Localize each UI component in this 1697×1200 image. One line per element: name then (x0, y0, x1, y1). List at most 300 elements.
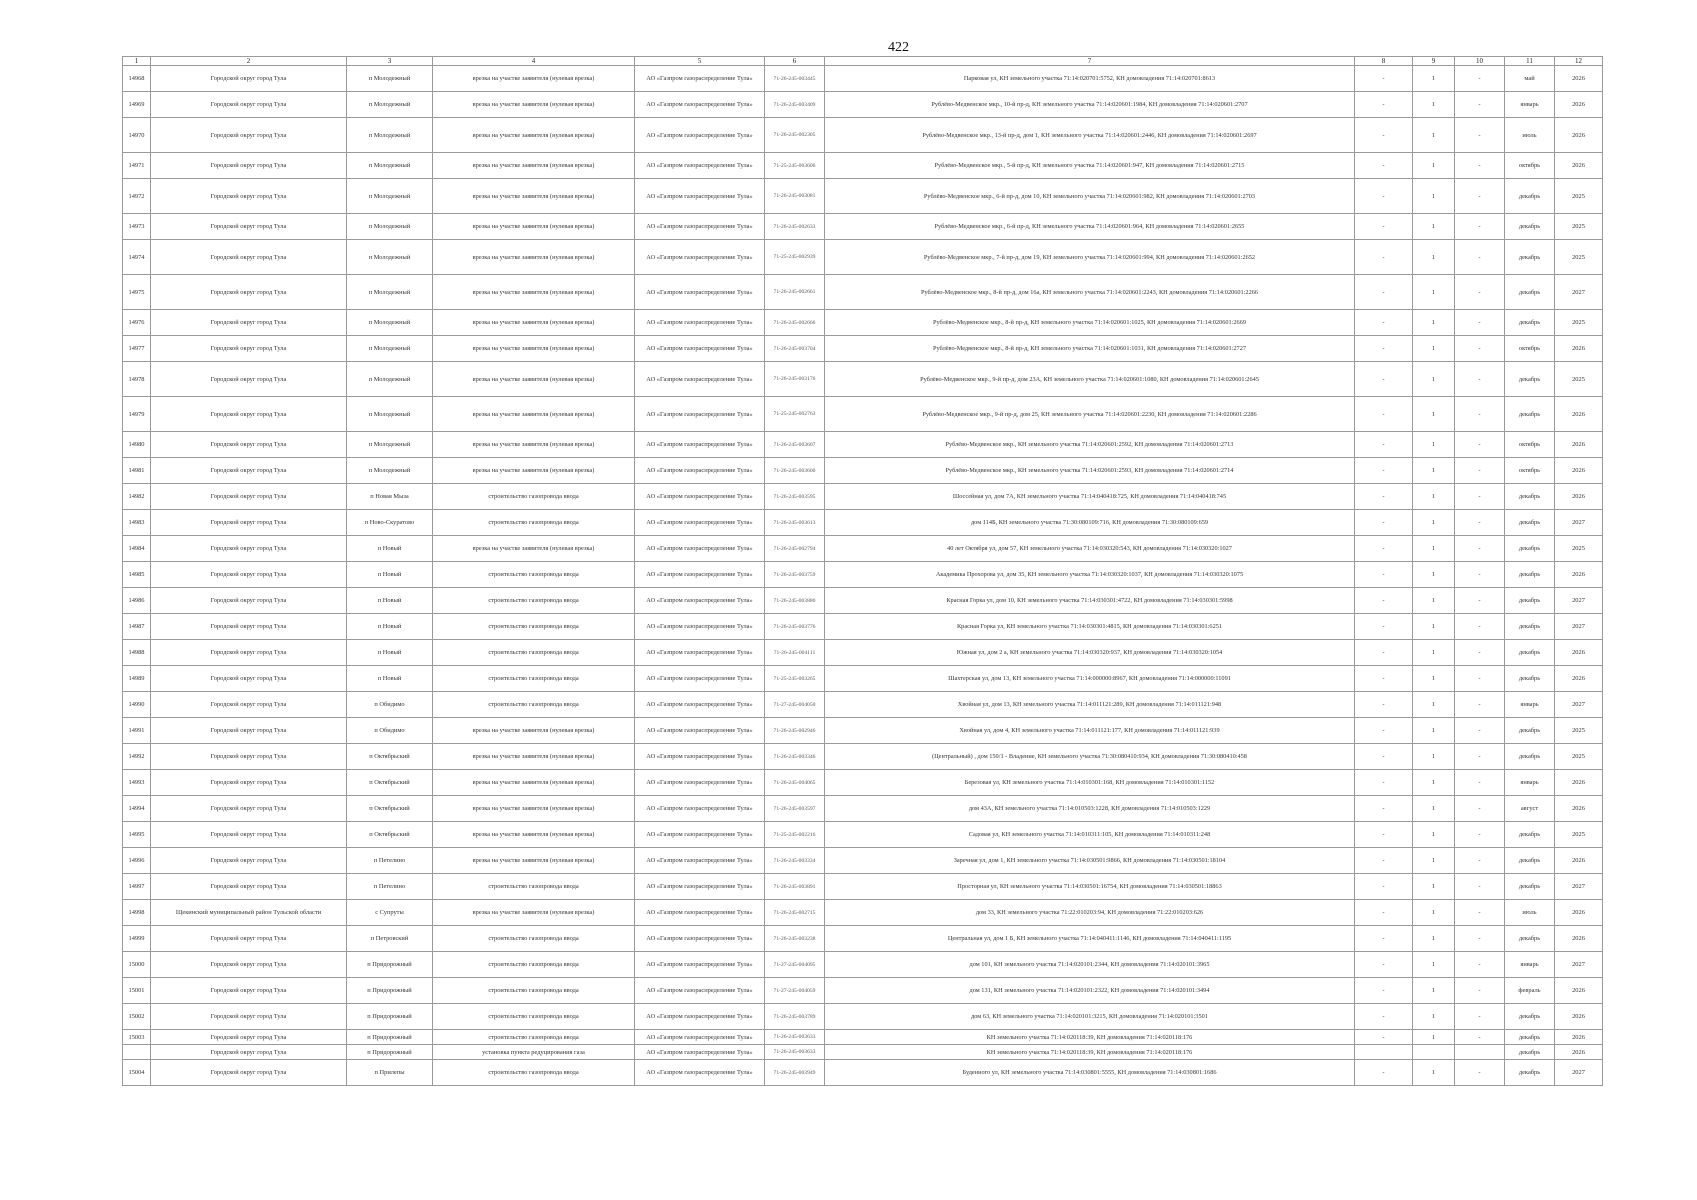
settlement-cell: п Молодежный (347, 336, 433, 362)
page-number: 422 (888, 40, 909, 55)
work-type-cell: врезка на участке заявителя (нулевая врезка) (433, 179, 635, 214)
municipality-cell: Городской округ город Тула (151, 118, 347, 153)
month-cell: июль (1505, 118, 1555, 153)
year-cell: 2027 (1555, 692, 1603, 718)
settlement-cell: п Молодежный (347, 66, 433, 92)
col10-cell: - (1455, 692, 1505, 718)
col9-cell: 1 (1413, 153, 1455, 179)
organization-cell: АО «Газпром газораспределение Тула» (635, 214, 765, 240)
month-cell: декабрь (1505, 744, 1555, 770)
address-cell: Академика Прохорова ул, дом 35, КН земельного участка 71:14:030320:1037, КН домовладения 71:14:030320:1075 (825, 562, 1355, 588)
col8-cell: - (1355, 153, 1413, 179)
column-header: 6 (765, 57, 825, 66)
col9-cell: 1 (1413, 214, 1455, 240)
work-type-cell: строительство газопровода ввода (433, 562, 635, 588)
application-number-cell: 71-26-245-002633 (765, 214, 825, 240)
row-number-cell: 14974 (123, 240, 151, 275)
work-type-cell: врезка на участке заявителя (нулевая врезка) (433, 900, 635, 926)
col8-cell: - (1355, 240, 1413, 275)
year-cell: 2026 (1555, 66, 1603, 92)
year-cell: 2026 (1555, 900, 1603, 926)
col8-cell: - (1355, 1004, 1413, 1030)
organization-cell: АО «Газпром газораспределение Тула» (635, 718, 765, 744)
col9-cell: 1 (1413, 92, 1455, 118)
organization-cell: АО «Газпром газораспределение Тула» (635, 900, 765, 926)
col8-cell: - (1355, 926, 1413, 952)
col8-cell: - (1355, 978, 1413, 1004)
col9-cell: 1 (1413, 118, 1455, 153)
row-number-cell: 14970 (123, 118, 151, 153)
col9-cell: 1 (1413, 640, 1455, 666)
month-cell: октябрь (1505, 432, 1555, 458)
table-row (123, 275, 1603, 310)
col8-cell: - (1355, 614, 1413, 640)
month-cell: декабрь (1505, 1045, 1555, 1060)
application-number-cell: 71-26-245-003633 (765, 1030, 825, 1045)
col8-cell: - (1355, 397, 1413, 432)
application-number-cell: 71-26-245-003880 (765, 588, 825, 614)
col10-cell: - (1455, 179, 1505, 214)
col10-cell: - (1455, 432, 1505, 458)
col9-cell: 1 (1413, 397, 1455, 432)
work-type-cell: строительство газопровода ввода (433, 1030, 635, 1045)
organization-cell: АО «Газпром газораспределение Тула» (635, 692, 765, 718)
col9-cell: 1 (1413, 1030, 1455, 1045)
settlement-cell: п Октябрьский (347, 822, 433, 848)
col8-cell: - (1355, 484, 1413, 510)
application-number-cell: 71-26-245-002666 (765, 310, 825, 336)
month-cell: январь (1505, 770, 1555, 796)
col8-cell: - (1355, 822, 1413, 848)
address-cell: дом 63, КН земельного участка 71:14:020101:3215, КН домовладения 71:14:020101:3501 (825, 1004, 1355, 1030)
row-number-cell: 14985 (123, 562, 151, 588)
organization-cell: АО «Газпром газораспределение Тула» (635, 640, 765, 666)
organization-cell: АО «Газпром газораспределение Тула» (635, 562, 765, 588)
row-number-cell: 15004 (123, 1060, 151, 1086)
row-number-cell: 14972 (123, 179, 151, 214)
application-number-cell: 71-26-245-002946 (765, 718, 825, 744)
municipality-cell: Городской округ город Тула (151, 952, 347, 978)
municipality-cell: Городской округ город Тула (151, 874, 347, 900)
work-type-cell: врезка на участке заявителя (нулевая врезка) (433, 432, 635, 458)
address-cell: Рублёво-Медвенское мкр., 8-й пр-д, дом 16а, КН земельного участка 71:14:020601:2243, КН домовладения 71:14:020601:2266 (825, 275, 1355, 310)
organization-cell: АО «Газпром газораспределение Тула» (635, 432, 765, 458)
year-cell: 2026 (1555, 336, 1603, 362)
municipality-cell: Городской округ город Тула (151, 926, 347, 952)
year-cell: 2025 (1555, 310, 1603, 336)
col9-cell: 1 (1413, 822, 1455, 848)
year-cell: 2025 (1555, 362, 1603, 397)
col9-cell: 1 (1413, 978, 1455, 1004)
table-row (123, 822, 1603, 848)
col9-cell: 1 (1413, 796, 1455, 822)
month-cell: декабрь (1505, 510, 1555, 536)
row-number-cell: 14969 (123, 92, 151, 118)
col9-cell: 1 (1413, 926, 1455, 952)
table-row (123, 536, 1603, 562)
col10-cell: - (1455, 640, 1505, 666)
row-number-cell: 14987 (123, 614, 151, 640)
settlement-cell: п Октябрьский (347, 744, 433, 770)
table-row (123, 92, 1603, 118)
month-cell: декабрь (1505, 310, 1555, 336)
table-row (123, 770, 1603, 796)
table-row (123, 214, 1603, 240)
column-header: 1 (123, 57, 151, 66)
col10-cell: - (1455, 614, 1505, 640)
municipality-cell: Городской округ город Тула (151, 66, 347, 92)
settlement-cell: п Петелино (347, 874, 433, 900)
work-type-cell: врезка на участке заявителя (нулевая врезка) (433, 718, 635, 744)
month-cell: декабрь (1505, 1060, 1555, 1086)
table-row (123, 484, 1603, 510)
organization-cell: АО «Газпром газораспределение Тула» (635, 926, 765, 952)
address-cell: Рублёво-Медвенское мкр., 7-й пр-д, дом 19, КН земельного участка 71:14:020601:994, КН домовладения 71:14:020601:2652 (825, 240, 1355, 275)
organization-cell: АО «Газпром газораспределение Тула» (635, 310, 765, 336)
col8-cell (1355, 1045, 1413, 1060)
col9-cell: 1 (1413, 744, 1455, 770)
settlement-cell: п Молодежный (347, 214, 433, 240)
work-type-cell: врезка на участке заявителя (нулевая врезка) (433, 336, 635, 362)
settlement-cell: п Новый (347, 614, 433, 640)
application-number-cell: 71-26-245-003445 (765, 66, 825, 92)
col10-cell: - (1455, 510, 1505, 536)
work-type-cell: врезка на участке заявителя (нулевая врезка) (433, 362, 635, 397)
table-row (123, 796, 1603, 822)
address-cell: Парковая ул, КН земельного участка 71:14:020701:5752, КН домовладения 71:14:020701:8613 (825, 66, 1355, 92)
address-cell: Рублёво-Медвенское мкр., КН земельного участка 71:14:020601:2592, КН домовладения 71:14:020601:2713 (825, 432, 1355, 458)
application-number-cell: 71-25-245-003606 (765, 153, 825, 179)
col9-cell: 1 (1413, 770, 1455, 796)
column-header: 10 (1455, 57, 1505, 66)
work-type-cell: строительство газопровода ввода (433, 484, 635, 510)
organization-cell: АО «Газпром газораспределение Тула» (635, 588, 765, 614)
row-number-cell: 14989 (123, 666, 151, 692)
year-cell: 2025 (1555, 744, 1603, 770)
col10-cell (1455, 1045, 1505, 1060)
municipality-cell: Городской округ город Тула (151, 484, 347, 510)
year-cell: 2026 (1555, 770, 1603, 796)
address-cell: дом 43А, КН земельного участка 71:14:010503:1228, КН домовладения 71:14:010503:1229 (825, 796, 1355, 822)
col9-cell: 1 (1413, 562, 1455, 588)
application-number-cell: 71-26-245-004065 (765, 770, 825, 796)
col10-cell: - (1455, 240, 1505, 275)
col9-cell: 1 (1413, 1060, 1455, 1086)
year-cell: 2026 (1555, 458, 1603, 484)
month-cell: декабрь (1505, 1030, 1555, 1045)
organization-cell: АО «Газпром газораспределение Тула» (635, 666, 765, 692)
settlement-cell: п Молодежный (347, 153, 433, 179)
municipality-cell: Городской округ город Тула (151, 640, 347, 666)
address-cell: КН земельного участка 71:14:020118:39, КН домовладения 71:14:020118:176 (825, 1030, 1355, 1045)
table-row (123, 848, 1603, 874)
address-cell: Красная Горка ул, КН земельного участка 71:14:030301:4815, КН домовладения 71:14:030301:6251 (825, 614, 1355, 640)
work-type-cell: строительство газопровода ввода (433, 588, 635, 614)
address-cell: КН земельного участка 71:14:020118:39, КН домовладения 71:14:020118:176 (825, 1045, 1355, 1060)
table-row (123, 978, 1603, 1004)
work-type-cell: врезка на участке заявителя (нулевая врезка) (433, 458, 635, 484)
table-row (123, 1030, 1603, 1045)
settlement-cell: п Придорожный (347, 952, 433, 978)
row-number-cell: 14994 (123, 796, 151, 822)
year-cell: 2026 (1555, 1045, 1603, 1060)
column-header: 5 (635, 57, 765, 66)
organization-cell: АО «Газпром газораспределение Тула» (635, 796, 765, 822)
month-cell: декабрь (1505, 1004, 1555, 1030)
row-number-cell: 14984 (123, 536, 151, 562)
address-cell: Рублёво-Медвенское мкр., 8-й пр-д, КН земельного участка 71:14:020601:1031, КН домовладения 71:14:020601:2727 (825, 336, 1355, 362)
municipality-cell: Городской округ город Тула (151, 666, 347, 692)
month-cell: январь (1505, 92, 1555, 118)
settlement-cell: п Новый (347, 588, 433, 614)
municipality-cell: Городской округ город Тула (151, 692, 347, 718)
month-cell: декабрь (1505, 240, 1555, 275)
application-number-cell: 71-26-245-004111 (765, 640, 825, 666)
work-type-cell: строительство газопровода ввода (433, 926, 635, 952)
col8-cell: - (1355, 118, 1413, 153)
col8-cell: - (1355, 336, 1413, 362)
table-row (123, 952, 1603, 978)
application-number-cell: 71-26-245-002661 (765, 275, 825, 310)
col10-cell: - (1455, 900, 1505, 926)
row-number-cell: 14979 (123, 397, 151, 432)
organization-cell: АО «Газпром газораспределение Тула» (635, 952, 765, 978)
organization-cell: АО «Газпром газораспределение Тула» (635, 874, 765, 900)
table-row (123, 666, 1603, 692)
year-cell: 2026 (1555, 432, 1603, 458)
col10-cell: - (1455, 397, 1505, 432)
organization-cell: АО «Газпром газораспределение Тула» (635, 510, 765, 536)
application-number-cell: 71-26-245-003949 (765, 1060, 825, 1086)
year-cell: 2026 (1555, 92, 1603, 118)
col10-cell: - (1455, 1030, 1505, 1045)
col8-cell: - (1355, 92, 1413, 118)
row-number-cell (123, 1045, 151, 1060)
row-number-cell: 14971 (123, 153, 151, 179)
table-row (123, 588, 1603, 614)
work-type-cell: врезка на участке заявителя (нулевая врезка) (433, 275, 635, 310)
settlement-cell: п Молодежный (347, 432, 433, 458)
address-cell: дом 131, КН земельного участка 71:14:020101:2322, КН домовладения 71:14:020101:3494 (825, 978, 1355, 1004)
gas-connection-table (122, 56, 1603, 1086)
application-number-cell: 71-26-245-003346 (765, 744, 825, 770)
year-cell: 2026 (1555, 848, 1603, 874)
col8-cell: - (1355, 900, 1413, 926)
col8-cell: - (1355, 692, 1413, 718)
table-row (123, 362, 1603, 397)
year-cell: 2027 (1555, 952, 1603, 978)
row-number-cell: 14975 (123, 275, 151, 310)
organization-cell: АО «Газпром газораспределение Тула» (635, 536, 765, 562)
year-cell: 2027 (1555, 614, 1603, 640)
work-type-cell: строительство газопровода ввода (433, 978, 635, 1004)
col10-cell: - (1455, 666, 1505, 692)
work-type-cell: строительство газопровода ввода (433, 1060, 635, 1086)
address-cell: Садовая ул, КН земельного участка 71:14:010311:105, КН домовладения 71:14:010311:248 (825, 822, 1355, 848)
application-number-cell: 71-26-245-003238 (765, 926, 825, 952)
address-cell: Рублёво-Медвенское мкр., 5-й пр-д, КН земельного участка 71:14:020601:947, КН домовладения 71:14:020601:2715 (825, 153, 1355, 179)
col9-cell: 1 (1413, 240, 1455, 275)
organization-cell: АО «Газпром газораспределение Тула» (635, 978, 765, 1004)
month-cell: декабрь (1505, 666, 1555, 692)
table-row (123, 179, 1603, 214)
settlement-cell: п Молодежный (347, 92, 433, 118)
municipality-cell: Городской округ город Тула (151, 362, 347, 397)
col8-cell: - (1355, 510, 1413, 536)
organization-cell: АО «Газпром газораспределение Тула» (635, 1060, 765, 1086)
application-number-cell: 71-26-245-003704 (765, 336, 825, 362)
col10-cell: - (1455, 118, 1505, 153)
address-cell: (Центральный) , дом 150/1 - Владение, КН земельного участка 71:30:080410:934, КН домовладения 71:30:080410:458 (825, 744, 1355, 770)
municipality-cell: Городской округ город Тула (151, 744, 347, 770)
table-row (123, 66, 1603, 92)
col9-cell: 1 (1413, 275, 1455, 310)
municipality-cell: Городской округ город Тула (151, 458, 347, 484)
col10-cell: - (1455, 562, 1505, 588)
address-cell: 40 лет Октября ул, дом 57, КН земельного участка 71:14:030320:543, КН домовладения 71:14:030320:1027 (825, 536, 1355, 562)
table-row (123, 118, 1603, 153)
organization-cell: АО «Газпром газораспределение Тула» (635, 362, 765, 397)
work-type-cell: врезка на участке заявителя (нулевая врезка) (433, 153, 635, 179)
col10-cell: - (1455, 275, 1505, 310)
address-cell: Шоссейная ул, дом 7А, КН земельного участка 71:14:040418:725, КН домовладения 71:14:040418:745 (825, 484, 1355, 510)
settlement-cell: п Придорожный (347, 1004, 433, 1030)
col8-cell: - (1355, 848, 1413, 874)
row-number-cell: 15000 (123, 952, 151, 978)
year-cell: 2026 (1555, 1030, 1603, 1045)
work-type-cell: установка пункта редуцирования газа (433, 1045, 635, 1060)
organization-cell: АО «Газпром газораспределение Тула» (635, 1045, 765, 1060)
application-number-cell: 71-26-245-003600 (765, 458, 825, 484)
organization-cell: АО «Газпром газораспределение Тула» (635, 1030, 765, 1045)
application-number-cell: 71-27-245-004050 (765, 692, 825, 718)
col9-cell: 1 (1413, 458, 1455, 484)
settlement-cell: п Молодежный (347, 310, 433, 336)
col10-cell: - (1455, 718, 1505, 744)
municipality-cell: Городской округ город Тула (151, 978, 347, 1004)
work-type-cell: строительство газопровода ввода (433, 952, 635, 978)
row-number-cell: 14988 (123, 640, 151, 666)
organization-cell: АО «Газпром газораспределение Тула» (635, 336, 765, 362)
col9-cell: 1 (1413, 336, 1455, 362)
municipality-cell: Городской округ город Тула (151, 214, 347, 240)
application-number-cell: 71-26-245-002305 (765, 118, 825, 153)
col8-cell: - (1355, 310, 1413, 336)
settlement-cell: п Молодежный (347, 240, 433, 275)
organization-cell: АО «Газпром газораспределение Тула» (635, 770, 765, 796)
col9-cell (1413, 1045, 1455, 1060)
address-cell: Березовая ул, КН земельного участка 71:14:010301:168, КН домовладения 71:14:010301:1152 (825, 770, 1355, 796)
col10-cell: - (1455, 336, 1505, 362)
application-number-cell: 71-26-245-002794 (765, 536, 825, 562)
work-type-cell: врезка на участке заявителя (нулевая врезка) (433, 66, 635, 92)
year-cell: 2025 (1555, 536, 1603, 562)
table-row (123, 458, 1603, 484)
col10-cell: - (1455, 770, 1505, 796)
organization-cell: АО «Газпром газораспределение Тула» (635, 153, 765, 179)
work-type-cell: врезка на участке заявителя (нулевая врезка) (433, 397, 635, 432)
col8-cell: - (1355, 362, 1413, 397)
col8-cell: - (1355, 770, 1413, 796)
col8-cell: - (1355, 718, 1413, 744)
col10-cell: - (1455, 874, 1505, 900)
work-type-cell: строительство газопровода ввода (433, 666, 635, 692)
settlement-cell: п Новый (347, 536, 433, 562)
column-header: 7 (825, 57, 1355, 66)
work-type-cell: строительство газопровода ввода (433, 692, 635, 718)
municipality-cell: Городской округ город Тула (151, 1060, 347, 1086)
column-header: 9 (1413, 57, 1455, 66)
settlement-cell: п Придорожный (347, 978, 433, 1004)
organization-cell: АО «Газпром газораспределение Тула» (635, 822, 765, 848)
application-number-cell: 71-26-245-003081 (765, 179, 825, 214)
col10-cell: - (1455, 822, 1505, 848)
col10-cell: - (1455, 458, 1505, 484)
work-type-cell: строительство газопровода ввода (433, 510, 635, 536)
col9-cell: 1 (1413, 588, 1455, 614)
settlement-cell: п Молодежный (347, 362, 433, 397)
year-cell: 2026 (1555, 978, 1603, 1004)
col10-cell: - (1455, 926, 1505, 952)
municipality-cell: Городской округ город Тула (151, 1004, 347, 1030)
col9-cell: 1 (1413, 848, 1455, 874)
year-cell: 2026 (1555, 796, 1603, 822)
work-type-cell: врезка на участке заявителя (нулевая врезка) (433, 848, 635, 874)
settlement-cell: п Новая Мыза (347, 484, 433, 510)
work-type-cell: строительство газопровода ввода (433, 1004, 635, 1030)
table-row (123, 153, 1603, 179)
settlement-cell: п Молодежный (347, 275, 433, 310)
table-row (123, 692, 1603, 718)
application-number-cell: 71-26-245-003776 (765, 614, 825, 640)
col10-cell: - (1455, 588, 1505, 614)
col10-cell: - (1455, 1004, 1505, 1030)
month-cell: декабрь (1505, 536, 1555, 562)
work-type-cell: врезка на участке заявителя (нулевая врезка) (433, 310, 635, 336)
address-cell: Просторная ул, КН земельного участка 71:14:030501:16754, КН домовладения 71:14:030501:18863 (825, 874, 1355, 900)
municipality-cell: Городской округ город Тула (151, 179, 347, 214)
col9-cell: 1 (1413, 666, 1455, 692)
month-cell: декабрь (1505, 179, 1555, 214)
settlement-cell: п Молодежный (347, 179, 433, 214)
settlement-cell: п Новый (347, 666, 433, 692)
col10-cell: - (1455, 978, 1505, 1004)
municipality-cell: Городской округ город Тула (151, 92, 347, 118)
municipality-cell: Городской округ город Тула (151, 1045, 347, 1060)
table-row (123, 1045, 1603, 1060)
address-cell: Буденного ул, КН земельного участка 71:14:030801:5555, КН домовладения 71:14:030801:1686 (825, 1060, 1355, 1086)
table-row (123, 240, 1603, 275)
month-cell: октябрь (1505, 458, 1555, 484)
settlement-cell: с Супруты (347, 900, 433, 926)
application-number-cell: 71-26-245-003759 (765, 562, 825, 588)
month-cell: декабрь (1505, 397, 1555, 432)
col8-cell: - (1355, 1030, 1413, 1045)
municipality-cell: Городской округ город Тула (151, 240, 347, 275)
organization-cell: АО «Газпром газораспределение Тула» (635, 397, 765, 432)
work-type-cell: строительство газопровода ввода (433, 640, 635, 666)
table-row (123, 744, 1603, 770)
settlement-cell: п Новый (347, 562, 433, 588)
col10-cell: - (1455, 848, 1505, 874)
application-number-cell: 71-25-245-002216 (765, 822, 825, 848)
organization-cell: АО «Газпром газораспределение Тула» (635, 744, 765, 770)
month-cell: май (1505, 66, 1555, 92)
municipality-cell: Городской округ город Тула (151, 770, 347, 796)
col9-cell: 1 (1413, 692, 1455, 718)
year-cell: 2026 (1555, 666, 1603, 692)
col8-cell: - (1355, 588, 1413, 614)
